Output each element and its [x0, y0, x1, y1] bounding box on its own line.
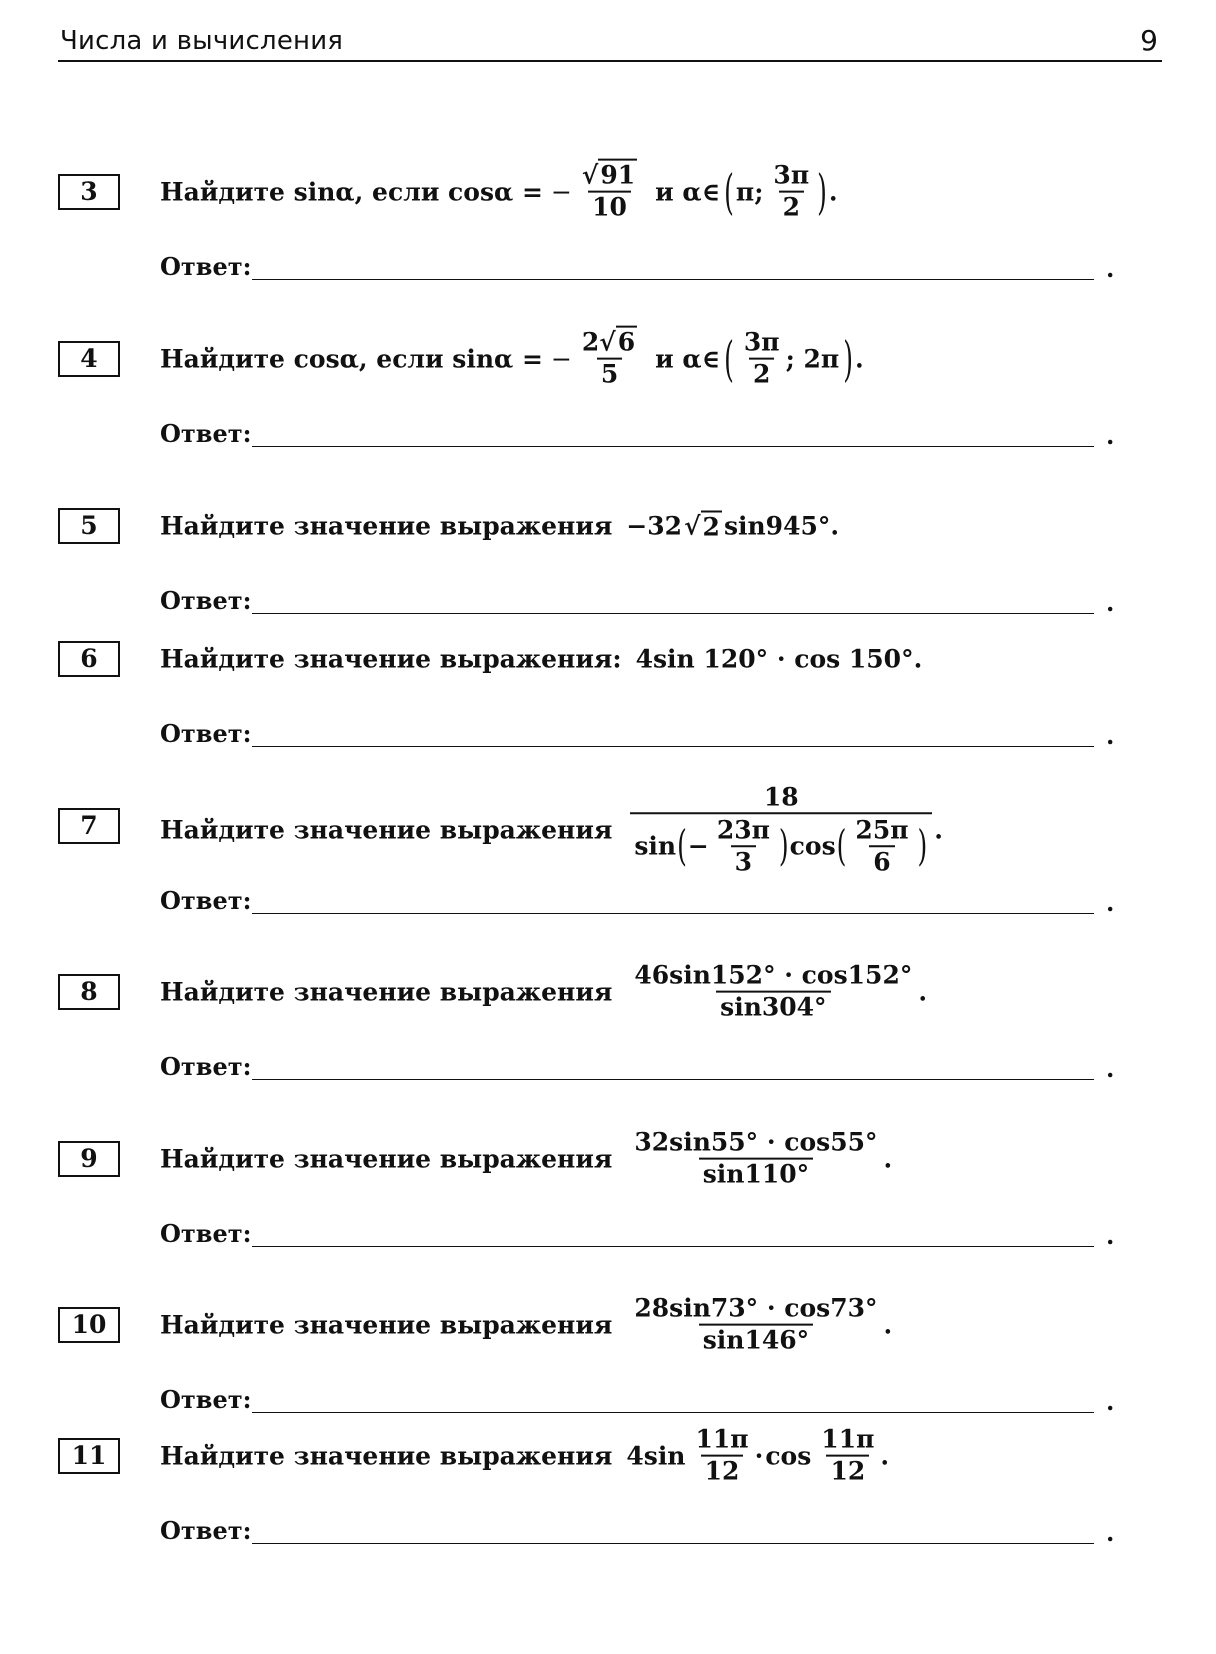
task-3 — [58, 160, 1162, 283]
answer-row — [160, 880, 1160, 920]
answer-label: Ответ: — [160, 1052, 252, 1081]
answer-field[interactable] — [252, 1079, 1094, 1080]
answer-row — [160, 580, 1160, 620]
fraction-denominator: sin146° — [699, 1323, 813, 1355]
answer-row — [160, 1379, 1160, 1419]
task-9 — [58, 1127, 1162, 1250]
section-title: Числа и вычисления — [60, 26, 344, 56]
answer-dot: . — [1106, 588, 1115, 617]
fraction-denominator: 6 — [869, 845, 894, 877]
answer-label: Ответ: — [160, 586, 252, 615]
left-paren: ( — [677, 820, 687, 871]
expression-part: sin945°. — [723, 511, 840, 541]
answer-label: Ответ: — [160, 886, 252, 915]
fraction-denominator: 3 — [731, 845, 756, 877]
interval-end: ; 2π — [785, 344, 840, 374]
task-5 — [58, 508, 1162, 617]
fraction-numerator: 11π — [821, 1424, 875, 1454]
answer-label: Ответ: — [160, 252, 252, 281]
answer-dot: . — [1106, 1054, 1115, 1083]
coefficient: 2 — [581, 327, 600, 357]
fraction-numerator: 3π — [773, 160, 810, 190]
fraction-denominator: 12 — [701, 1454, 744, 1486]
fraction — [817, 1426, 878, 1487]
task-10 — [58, 1293, 1162, 1416]
answer-dot: . — [1106, 721, 1115, 750]
answer-dot: . — [1106, 1387, 1115, 1416]
fraction-denominator: 5 — [597, 357, 622, 389]
answer-label: Ответ: — [160, 419, 252, 448]
answer-field[interactable] — [252, 279, 1094, 280]
fraction-numerator: 32sin55° · cos55° — [634, 1127, 878, 1157]
left-paren: ( — [724, 331, 734, 387]
interval-fraction — [769, 162, 813, 223]
answer-row — [160, 1213, 1160, 1253]
task-text: Найдите cosα, если sinα = — [160, 344, 543, 374]
minus-sign: − — [550, 177, 572, 207]
right-paren: ) — [917, 820, 928, 871]
page-header — [58, 20, 1162, 62]
answer-dot: . — [1106, 254, 1115, 283]
fraction-numerator: 3π — [743, 327, 780, 357]
right-paren: ) — [778, 820, 789, 871]
answer-field[interactable] — [252, 913, 1094, 914]
task-number-box: 8 — [58, 974, 120, 1010]
task-text: Найдите sinα, если cosα = — [160, 177, 543, 207]
task-number-box: 5 — [58, 508, 120, 544]
task-number-box: 10 — [58, 1307, 120, 1343]
left-paren: ( — [836, 820, 847, 871]
multiply-dot: · — [754, 1441, 764, 1471]
fraction — [630, 1295, 881, 1356]
task-text: Найдите значение выражения — [160, 815, 613, 845]
left-paren: ( — [724, 164, 734, 220]
fraction-denominator — [630, 812, 932, 877]
end-punct: . — [883, 1310, 893, 1340]
end-punct: . — [855, 344, 864, 374]
task-number-box: 7 — [58, 808, 120, 844]
fraction — [578, 162, 641, 223]
task-number-box: 6 — [58, 641, 120, 677]
fraction — [692, 1426, 753, 1487]
radicand: 2 — [702, 512, 720, 542]
answer-dot: . — [1106, 421, 1115, 450]
task-4 — [58, 327, 1162, 450]
task-text: Найдите значение выражения — [160, 511, 613, 541]
task-statement — [160, 783, 945, 877]
membership-text: и α∈ — [655, 177, 721, 207]
task-statement — [160, 329, 866, 390]
radicand: 6 — [617, 327, 636, 357]
fraction — [578, 329, 641, 390]
task-text: Найдите значение выражения: — [160, 644, 622, 674]
fraction-denominator: 2 — [779, 190, 804, 222]
membership-text: и α∈ — [655, 344, 721, 374]
radicand: 91 — [600, 160, 636, 190]
answer-field[interactable] — [252, 1543, 1094, 1544]
task-statement — [160, 1129, 894, 1190]
fraction-numerator: 23π — [716, 815, 770, 844]
expression: 4sin 120° · cos 150°. — [635, 644, 923, 674]
fraction-denominator: sin304° — [716, 990, 830, 1022]
answer-row — [160, 1046, 1160, 1086]
task-text: Найдите значение выражения — [160, 1310, 613, 1340]
interval-start: π; — [735, 177, 764, 207]
fraction — [630, 962, 916, 1023]
fraction-numerator: √91 — [581, 160, 636, 190]
fraction-numerator: 25π — [855, 815, 909, 844]
task-text: Найдите значение выражения — [160, 1441, 613, 1471]
fraction-numerator: 18 — [763, 782, 799, 812]
page-number: 9 — [1140, 24, 1158, 57]
cos-label: cos — [789, 831, 836, 861]
answer-row — [160, 246, 1160, 286]
fraction-numerator: 28sin73° · cos73° — [634, 1293, 878, 1323]
end-punct: . — [883, 1144, 893, 1174]
answer-field[interactable] — [252, 446, 1094, 447]
inner-fraction — [713, 816, 774, 877]
sin-label: sin — [634, 831, 677, 861]
task-6 — [58, 641, 1162, 750]
task-text: Найдите значение выражения — [160, 977, 613, 1007]
answer-label: Ответ: — [160, 1219, 252, 1248]
answer-field[interactable] — [252, 1246, 1094, 1247]
fraction-denominator: sin110° — [699, 1157, 813, 1189]
inner-fraction — [851, 816, 912, 877]
fraction-numerator: 11π — [695, 1424, 749, 1454]
fraction-denominator: 10 — [588, 190, 631, 222]
answer-label: Ответ: — [160, 1385, 252, 1414]
answer-field[interactable] — [252, 1412, 1094, 1413]
minus-sign: − — [550, 344, 572, 374]
answer-dot: . — [1106, 888, 1115, 917]
expression-part: −32 — [626, 511, 683, 541]
task-11 — [58, 1424, 1162, 1547]
fraction — [630, 783, 932, 877]
answer-dot: . — [1106, 1518, 1115, 1547]
task-statement: Найдите значение выражения −32 √ 2 sin945°. — [160, 511, 840, 542]
fraction-denominator: 2 — [749, 357, 774, 389]
end-punct: . — [828, 177, 838, 207]
fraction-numerator: 2√6 — [581, 327, 636, 357]
answer-row — [160, 713, 1160, 753]
cos-label: cos — [765, 1441, 812, 1471]
task-number-box: 4 — [58, 341, 120, 377]
answer-field[interactable] — [252, 613, 1094, 614]
end-punct: . — [934, 815, 943, 845]
task-number-box: 11 — [58, 1438, 120, 1474]
task-statement — [160, 645, 924, 674]
interval-fraction — [740, 329, 784, 390]
answer-row — [160, 1510, 1160, 1550]
task-statement — [160, 962, 929, 1023]
right-paren: ) — [817, 164, 827, 220]
fraction-numerator: 46sin152° · cos152° — [634, 960, 913, 990]
end-punct: . — [880, 1441, 890, 1471]
task-statement — [160, 1426, 891, 1487]
task-number-box: 9 — [58, 1141, 120, 1177]
task-7 — [58, 782, 1162, 917]
answer-field[interactable] — [252, 746, 1094, 747]
answer-label: Ответ: — [160, 719, 252, 748]
answer-dot: . — [1106, 1221, 1115, 1250]
task-number-box: 3 — [58, 174, 120, 210]
answer-label: Ответ: — [160, 1516, 252, 1545]
task-8 — [58, 960, 1162, 1083]
end-punct: . — [918, 977, 928, 1007]
minus-sign: − — [687, 831, 709, 861]
fraction-denominator: 12 — [826, 1454, 869, 1486]
task-statement — [160, 1295, 894, 1356]
task-statement — [160, 162, 840, 223]
fraction — [630, 1129, 881, 1190]
right-paren: ) — [843, 331, 854, 387]
answer-row — [160, 413, 1160, 453]
task-text: Найдите значение выражения — [160, 1144, 613, 1174]
coefficient: 4sin — [626, 1441, 686, 1471]
